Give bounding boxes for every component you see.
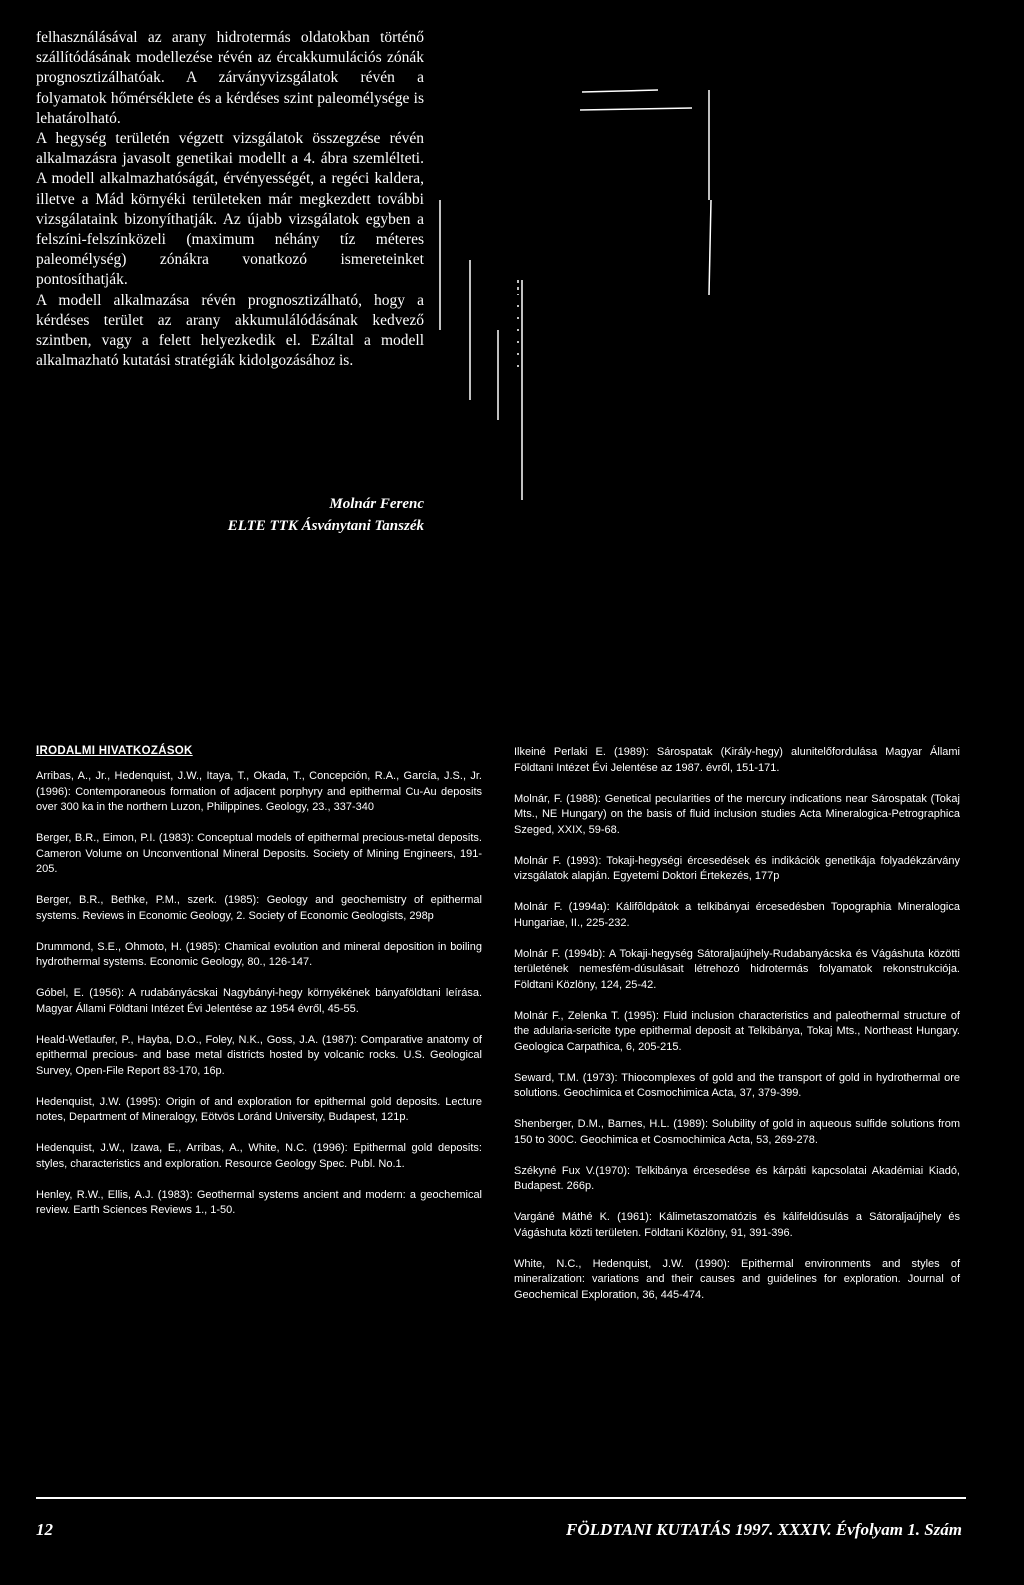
reference-entry: Berger, B.R., Bethke, P.M., szerk. (1985): Geology and geochemistry of epithermal systems. Reviews in Economic Geology, 2. Society of Economic Geologists, 298p — [36, 894, 482, 922]
figure-line — [580, 108, 692, 110]
reference-entry: Molnár F. (1994b): A Tokaji-hegység Sátoraljaújhely-Rudabanyácska és Vágáshuta közötti területének nemesfém-dúsulásait létrehozó hidrotermás folyamatok rekonstrukciója. Földtani Közlöny, 124, 25-42. — [514, 947, 960, 991]
body-paragraph: A hegység területén végzett vizsgálatok összegzése révén alkalmazásra javasolt genetikai modellt a 4. ábra szemlélteti. A modell alkalmazhatóságát, érvényességét, a regéci kaldera, illetve a Mád környéki területeken már megkezdett további vizsgálataink bizonyíthatják. Az újabb vizsgálatok egyben a felszíni-felszínközeli (maximum néhány tíz méteres paleomélység) zónákra vonatkozó ismereteinket pontosíthatják. — [36, 130, 424, 289]
reference-entry: Molnár, F. (1988): Genetical pecularities of the mercury indications near Sárospatak (Tokaj Mts., NE Hungary) on the basis of fluid inclusion studies Acta Mineralogica-Petrographica Szeged, XXIX, 59-68. — [514, 792, 960, 836]
reference-entry: Seward, T.M. (1973): Thiocomplexes of gold and the transport of gold in hydrothermal ore solutions. Geochimica et Cosmochimica Acta, 37, 379-399. — [514, 1071, 960, 1099]
figure-line — [582, 90, 658, 92]
reference-entry: Molnár F. (1993): Tokaji-hegységi ércesedések és indikációk genetikája folyadékzárvány vizsgálatok alapján. Egyetemi Doktori Értekezés, 177p — [514, 854, 960, 882]
references-right-column — [514, 745, 960, 1319]
reference-entry: Molnár F. (1994a): Kálifõldpátok a telkibányai ércesedésben Topographia Mineralogica Hungariae, II., 225-232. — [514, 901, 960, 929]
reference-entry: Vargáné Máthé K. (1961): Kálimetaszomatózis és kálifeldúsulás a Sátoraljaújhely és Vágáshuta közti területen. Földtani Közlöny, 91, 391-396. — [514, 1211, 960, 1239]
references-heading: IRODALMI HIVATKOZÁSOK — [36, 745, 193, 757]
references-left-column — [36, 769, 482, 1234]
reference-entry: Shenberger, D.M., Barnes, H.L. (1989): Solubility of gold in aqueous sulfide solutions from 150 to 300C. Geochimica et Cosmochimica Acta, 53, 269-278. — [514, 1118, 960, 1146]
reference-entry: Góbel, E. (1956): A rudabányácskai Nagybányi-hegy környékének bányaföldtani leírása. Magyar Állami Földtani Intézet Évi Jelentése az 1954 évről, 45-55. — [36, 987, 482, 1015]
reference-entry: Berger, B.R., Eimon, P.I. (1983): Conceptual models of epithermal precious-metal deposits. Cameron Volume on Unconventional Mineral Deposits. Society of Mining Engineers, 191-205. — [36, 832, 482, 875]
reference-entry: White, N.C., Hedenquist, J.W. (1990): Epithermal environments and styles of mineralization: variations and their causes and guidelines for exploration. Journal of Geochemical Exploration, 36, 445-474. — [514, 1257, 960, 1301]
reference-entry: Arribas, A., Jr., Hedenquist, J.W., Itaya, T., Okada, T., Concepción, R.A., García, J.S., Jr. (1996): Contemporaneous formation of adjacent porphyry and epithermal Cu-Au deposits over 300 ka in the northern Luzon, Philippines. Geology, 23., 337-340 — [36, 770, 482, 813]
reference-entry: Hedenquist, J.W., Izawa, E., Arribas, A., White, N.C. (1996): Epithermal gold deposits: styles, characteristics and exploration. Resource Geology Spec. Publ. No.1. — [36, 1142, 482, 1170]
footer-divider — [36, 1497, 966, 1499]
author-name: Molnár Ferenc — [329, 496, 424, 512]
reference-entry: Székyné Fux V.(1970): Telkibánya ércesedése és kárpáti kapcsolatai Akadémiai Kiadó, Budapest. 266p. — [514, 1164, 960, 1192]
reference-entry: Drummond, S.E., Ohmoto, H. (1985): Chamical evolution and mineral deposition in boiling hydrothermal systems. Economic Geology, 80., 126-147. — [36, 940, 482, 968]
reference-entry: Henley, R.W., Ellis, A.J. (1983): Geothermal systems ancient and modern: a geochemical review. Earth Sciences Reviews 1., 1-50. — [36, 1188, 482, 1216]
reference-entry: Hedenquist, J.W. (1995): Origin of and exploration for epithermal gold deposits. Lecture notes, Department of Mineralogy, Eötvös Loránd University, Budapest, 121p. — [36, 1095, 482, 1123]
reference-entry: Heald-Wetlaufer, P., Hayba, D.O., Foley, N.K., Goss, J.A. (1987): Comparative anatomy of epithermal precious- and base metal districts hosted by volcanic rocks. U.S. Geological Survey, Open-File Report 83-170, 16p. — [36, 1033, 482, 1077]
body-text — [36, 28, 424, 371]
reference-entry: Ilkeiné Perlaki E. (1989): Sárospatak (Király-hegy) alunitelőfordulása Magyar Állami Földtani Intézet Évi Jelentése az 1987. évről, 151-171. — [514, 746, 960, 774]
figure-line — [709, 200, 711, 295]
journal-footer: FÖLDTANI KUTATÁS 1997. XXXIV. Évfolyam 1. Szám — [566, 1520, 962, 1539]
figure-line-fragments — [430, 80, 730, 520]
body-paragraph: felhasználásával az arany hidrotermás oldatokban történő szállítódásának modellezése révén az ércakkumulációs zónák prognosztizálhatóak. A zárványvizsgálatok révén a folyamatok hőmérséklete és a kérdéses szint paleomélysége is lehatárolható. — [36, 29, 424, 127]
reference-entry: Molnár F., Zelenka T. (1995): Fluid inclusion characteristics and paleothermal structure of the adularia-sericite type epithermal deposit at Telkibánya, Tokaj Mts., Northeast Hungary. Geologica Carpathica, 6, 205-215. — [514, 1009, 960, 1053]
author-affiliation: ELTE TTK Ásványtani Tanszék — [227, 518, 424, 534]
page-number: 12 — [36, 1520, 53, 1539]
signature — [120, 493, 424, 537]
body-paragraph: A modell alkalmazása révén prognosztizálható, hogy a kérdéses terület az arany akkumulálódásának kedvező szintben, vagy a felett helyezkedik el. Ezáltal a modell alkalmazható kutatási stratégiák kidolgozásához is. — [36, 291, 424, 370]
